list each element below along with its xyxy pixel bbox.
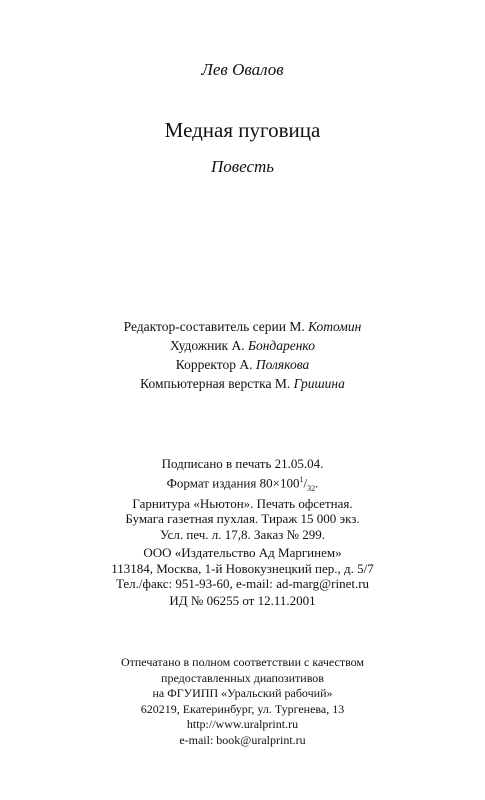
printer-details <box>0 655 485 748</box>
edition-format <box>0 472 485 496</box>
credit-name: Котомин <box>308 319 362 334</box>
format-sup: 1 <box>299 474 304 484</box>
credits-block <box>0 317 485 393</box>
credit-role: Компьютерная верстка М. <box>140 376 291 391</box>
credit-series-editor <box>0 317 485 336</box>
printer-website: http://www.uralprint.ru <box>186 717 299 731</box>
credit-artist <box>0 336 485 355</box>
typeface-line: Гарнитура «Ньютон». Печать офсетная. <box>132 495 353 511</box>
credit-role: Корректор А. <box>175 357 253 372</box>
publisher-name: ООО «Издательство Ад Маргинем» <box>143 545 342 560</box>
paper-line: Бумага газетная пухлая. Тираж 15 000 экз. <box>125 511 360 527</box>
license-id: ИД № 06255 от 12.11.2001 <box>169 593 316 608</box>
printer-line-1: Отпечатано в полном соответствии с качеством <box>120 655 365 669</box>
format-suffix: . <box>315 474 319 490</box>
author-name: Лев Овалов <box>201 60 284 79</box>
printer-line-4: 620219, Екатеринбург, ул. Тургенева, 13 <box>140 701 345 716</box>
publisher-contact: Тел./факс: 951-93-60, e-mail: ad-marg@rinet.ru <box>115 576 370 591</box>
credit-name: Полякова <box>255 357 310 372</box>
printer-line-2: предоставленных диапозитивов <box>161 670 324 685</box>
credit-name: Гришина <box>293 376 345 391</box>
sheets-line: Усл. печ. л. 17,8. Заказ № 299. <box>159 526 326 542</box>
credit-layout <box>0 374 485 393</box>
credit-name: Бондаренко <box>247 338 315 353</box>
book-genre: Повесть <box>210 157 275 176</box>
credit-role: Художник А. <box>170 338 245 353</box>
printer-email: e-mail: book@uralprint.ru <box>179 732 306 747</box>
credit-proofreader <box>0 355 485 374</box>
format-prefix: Формат издания 80×100 <box>166 474 300 490</box>
format-sub: 32 <box>307 483 316 493</box>
format-slash: / <box>303 474 308 490</box>
printing-details <box>0 456 485 542</box>
publisher-address: 113184, Москва, 1-й Новокузнецкий пер., д. 5/7 <box>111 560 374 576</box>
printer-line-3: на ФГУИПП «Уральский рабочий» <box>152 686 333 700</box>
publisher-details <box>0 545 485 592</box>
book-title: Медная пуговица <box>164 118 321 142</box>
signed-to-print: Подписано в печать 21.05.04. <box>161 456 324 471</box>
credit-role: Редактор-составитель серии М. <box>123 319 305 334</box>
